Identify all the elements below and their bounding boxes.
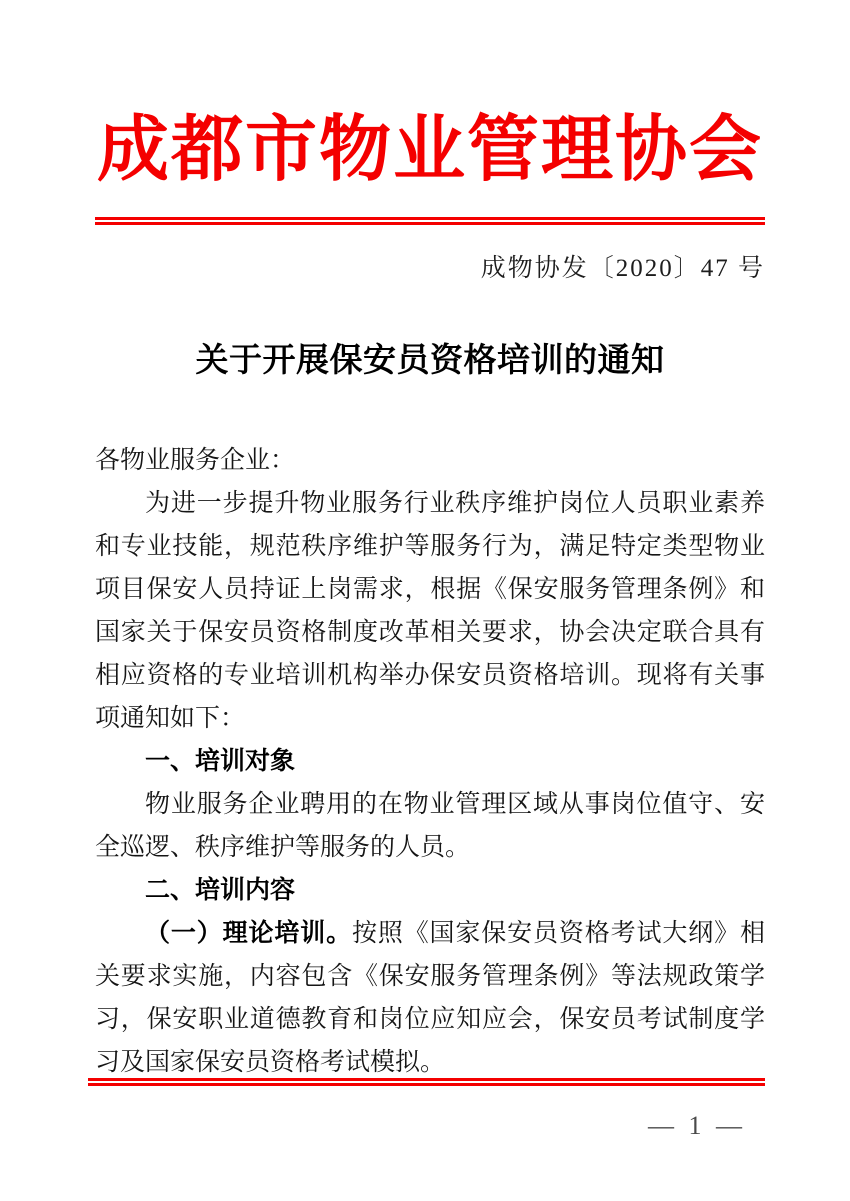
section2-item1-lead: （一）理论培训。 [145,920,352,947]
footer-divider [88,1078,765,1086]
section1-paragraph: 物业服务企业聘用的在物业管理区域从事岗位值守、安全巡逻、秩序维护等服务的人员。 [95,791,765,861]
section2-heading: 二、培训内容 [145,876,296,904]
section1-heading: 一、培训对象 [145,747,296,775]
section2-item1-paragraph [95,912,765,1084]
page-number: — 1 — [648,1111,746,1140]
document-content [0,104,850,1084]
section2-item1-text: 按照《国家保安员资格考试大纲》相关要求实施，内容包含《保安服务管理条例》等法规政策学习，保安职业道德教育和岗位应知应会，保安员考试制度学习及国家保安员资格考试模拟。 [95,920,765,1076]
salutation-line: 各物业服务企业： [95,447,296,474]
document-title: 关于开展保安员资格培训的通知 [195,343,665,379]
intro-paragraph: 为进一步提升物业服务行业秩序维护岗位人员职业素养和专业技能，规范秩序维护等服务行为，满足特定类型物业项目保安人员持证上岗需求，根据《保安服务管理条例》和国家关于保安员资格制度改革相关要求，协会决定联合具有相应资格的专业培训机构举办保安员资格培训。现将有关事项通知如下： [95,490,765,732]
header-divider [95,217,765,225]
letterhead-org-name: 成都市物业管理协会 [96,110,763,190]
document-number: 成物协发〔2020〕47 号 [480,255,765,282]
document-body [95,439,765,1084]
